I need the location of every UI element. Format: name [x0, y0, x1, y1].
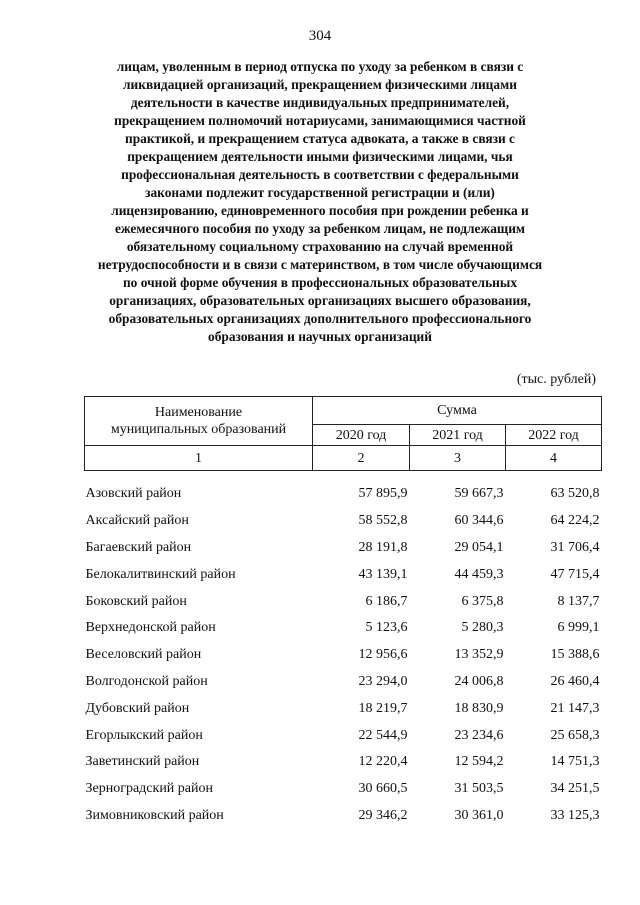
value-2021: 31 503,5 — [454, 781, 504, 797]
value-2020: 23 294,0 — [358, 673, 408, 689]
heading-line: нетрудоспособности и в связи с материнством, в том числе обучающимся — [97, 257, 543, 272]
value-2020: 12 956,6 — [358, 647, 408, 663]
value-2021: 12 594,2 — [454, 754, 504, 770]
municipality-name: Аксайский район — [85, 513, 189, 529]
table-row — [85, 803, 602, 830]
table-row — [85, 561, 602, 588]
table-row — [85, 508, 602, 535]
heading-line: обязательному социальному страхованию на случай временной — [126, 239, 514, 254]
value-2022: 34 251,5 — [550, 781, 600, 797]
heading-line: образовательных организациях дополнительного профессионального — [108, 311, 532, 326]
header-name-line: муниципальных образований — [110, 422, 287, 437]
header-name-line: Наименование — [154, 405, 243, 420]
value-2022: 31 706,4 — [550, 539, 600, 555]
header-year-2020: 2020 год — [313, 425, 410, 446]
table-row — [85, 471, 602, 508]
value-2020: 30 660,5 — [358, 781, 408, 797]
allocation-table — [84, 396, 602, 829]
value-2022: 63 520,8 — [550, 486, 600, 502]
heading-line: практикой, и прекращением статуса адвоката, а также в связи с — [124, 131, 516, 146]
heading-line: ежемесячного пособия по уходу за ребенком лицам, не подлежащим — [114, 221, 526, 236]
table-row — [85, 615, 602, 642]
header-municipality — [85, 397, 313, 446]
municipality-name: Зимовниковский район — [85, 807, 224, 823]
value-2022: 8 137,7 — [557, 593, 600, 609]
municipality-name: Заветинский район — [85, 754, 200, 770]
municipality-name: Азовский район — [85, 486, 182, 502]
heading-line: организациях, образовательных организациях высшего образования, — [109, 293, 531, 308]
table-row — [85, 776, 602, 803]
value-2022: 21 147,3 — [550, 700, 600, 716]
municipality-name: Боковский район — [85, 593, 187, 609]
value-2022: 14 751,3 — [550, 754, 600, 770]
value-2021: 60 344,6 — [454, 513, 504, 529]
value-2021: 5 280,3 — [461, 620, 504, 636]
heading-line: прекращением полномочий нотариусами, занимающимися частной — [114, 113, 526, 128]
value-2020: 28 191,8 — [358, 539, 408, 555]
value-2022: 26 460,4 — [550, 673, 600, 689]
table-row — [85, 695, 602, 722]
value-2022: 33 125,3 — [550, 807, 600, 823]
municipality-name: Веселовский район — [85, 647, 202, 663]
column-number: 1 — [85, 446, 313, 471]
value-2022: 25 658,3 — [550, 727, 600, 743]
municipality-name: Белокалитвинский район — [85, 566, 236, 582]
heading-line: ликвидацией организаций, прекращением физическими лицами — [123, 77, 517, 92]
value-2020: 43 139,1 — [358, 566, 408, 582]
value-2021: 44 459,3 — [454, 566, 504, 582]
header-year-2022: 2022 год — [506, 425, 602, 446]
value-2021: 29 054,1 — [454, 539, 504, 555]
document-heading — [90, 58, 550, 346]
value-2021: 6 375,8 — [461, 593, 504, 609]
value-2022: 47 715,4 — [550, 566, 600, 582]
value-2020: 5 123,6 — [365, 620, 408, 636]
header-sum: Сумма — [313, 397, 602, 425]
heading-line: по очной форме обучения в профессиональных образовательных — [122, 275, 518, 290]
municipality-name: Волгодонской район — [85, 673, 208, 689]
value-2022: 15 388,6 — [550, 647, 600, 663]
municipality-name: Багаевский район — [85, 539, 192, 555]
value-2021: 23 234,6 — [454, 727, 504, 743]
table-row — [85, 642, 602, 669]
value-2022: 64 224,2 — [550, 513, 600, 529]
table-body — [85, 471, 602, 830]
value-2020: 58 552,8 — [358, 513, 408, 529]
heading-line: законами подлежит государственной регистрации и (или) — [145, 185, 495, 200]
table-row — [85, 722, 602, 749]
heading-line: деятельности в качестве индивидуальных предпринимателей, — [130, 95, 510, 110]
table-row — [85, 749, 602, 776]
value-2020: 22 544,9 — [358, 727, 408, 743]
column-number: 4 — [506, 446, 602, 471]
heading-line: профессиональная деятельность в соответствии с федеральными — [121, 167, 519, 182]
value-2020: 6 186,7 — [365, 593, 408, 609]
units-label: (тыс. рублей) — [516, 372, 596, 387]
value-2020: 29 346,2 — [358, 807, 408, 823]
value-2021: 30 361,0 — [454, 807, 504, 823]
value-2020: 18 219,7 — [358, 700, 408, 716]
value-2021: 59 667,3 — [454, 486, 504, 502]
municipality-name: Егорлыкский район — [85, 727, 203, 743]
value-2021: 13 352,9 — [454, 647, 504, 663]
column-number: 2 — [313, 446, 410, 471]
municipality-name: Зерноградский район — [85, 781, 213, 797]
table-row — [85, 588, 602, 615]
column-number: 3 — [410, 446, 506, 471]
table-row — [85, 535, 602, 562]
value-2020: 57 895,9 — [358, 486, 408, 502]
heading-line: прекращением деятельности иными физическими лицами, чья — [127, 149, 513, 164]
table-row — [85, 669, 602, 696]
value-2020: 12 220,4 — [358, 754, 408, 770]
heading-line: образования и научных организаций — [208, 329, 432, 344]
value-2021: 24 006,8 — [454, 673, 504, 689]
municipality-name: Верхнедонской район — [85, 620, 216, 636]
municipality-name: Дубовский район — [85, 700, 190, 716]
header-year-2021: 2021 год — [410, 425, 506, 446]
heading-line: лицензированию, единовременного пособия при рождении ребенка и — [111, 203, 529, 218]
page-number: 304 — [308, 28, 332, 44]
value-2022: 6 999,1 — [557, 620, 600, 636]
value-2021: 18 830,9 — [454, 700, 504, 716]
heading-line: лицам, уволенным в период отпуска по уходу за ребенком в связи с — [116, 59, 524, 74]
